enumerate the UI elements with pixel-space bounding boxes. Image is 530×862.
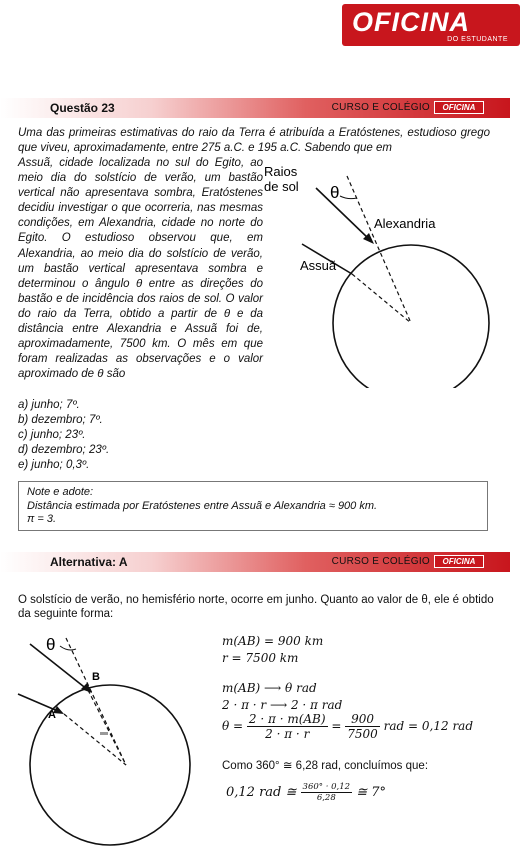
note-line-1: Distância estimada por Eratóstenes entre Assuã e Alexandria ≈ 900 km. [27, 499, 378, 512]
rays-label-line1: Raios [264, 164, 298, 179]
answer-course-label: CURSO E COLÉGIO [331, 556, 430, 567]
theta-fraction-2-num: 900 [345, 712, 380, 727]
answer-intro: O solstício de verão, no hemisfério norte, ocorre em junho. Quanto ao valor de θ, ele é obtido da seguinte forma: [18, 594, 494, 620]
final-fraction [301, 782, 353, 803]
assua-label: Assuã [300, 258, 337, 273]
question-header-bar [0, 98, 510, 118]
math-conversion-text: Como 360° ≅ 6,28 rad, concluímos que: [222, 760, 429, 772]
option-d[interactable]: d) dezembro; 23º. [18, 444, 110, 456]
note-line-2: π = 3. [27, 513, 57, 525]
rays-label-line2: de sol [264, 179, 299, 194]
final-left: 0,12 rad ≅ [226, 785, 297, 800]
theta-fraction-2-den: 7500 [347, 727, 378, 741]
math-final-result [226, 782, 386, 803]
option-b[interactable]: b) dezembro; 7º. [18, 414, 103, 426]
bar-logo: OFICINA [434, 101, 484, 114]
eratosthenes-figure [262, 158, 512, 388]
note-title: Note e adote: [27, 486, 94, 498]
math-radius: r = 7500 km [222, 651, 299, 665]
answer-title: Alternativa: A [50, 555, 128, 569]
alexandria-label: Alexandria [374, 216, 436, 231]
solution-theta-label: θ [46, 635, 56, 654]
math-theta-equation [222, 712, 473, 741]
solution-marker [100, 732, 108, 735]
theta-fraction-2 [345, 712, 380, 741]
theta-label: θ [330, 183, 340, 202]
theta-fraction-1-den: 2 · π · r [265, 727, 310, 741]
math-arc-length: m(AB) = 900 km [222, 634, 324, 648]
answer-header-bar [0, 552, 510, 572]
option-c[interactable]: c) junho; 23º. [18, 429, 86, 441]
note-box [18, 481, 488, 531]
point-b-label: B [92, 671, 100, 683]
solution-theta-arc [60, 646, 76, 650]
math-proportion-2: 2 · π · r ⟶ 2 · π rad [222, 698, 343, 712]
logo-subtitle: DO ESTUDANTE [447, 36, 508, 43]
earth-circle [333, 245, 489, 388]
question-text-intro: Uma das primeiras estimativas do raio da Terra é atribuída a Eratóstenes, estudioso grego que viveu, aproximadamente, entre 275 a.C. e 195 a.C. Sabendo que em [18, 127, 490, 154]
theta-eq-left: θ = [222, 719, 244, 733]
option-a[interactable]: a) junho; 7º. [18, 399, 80, 411]
option-e[interactable]: e) junho; 0,3º. [18, 459, 90, 471]
final-tail: ≅ 7° [356, 785, 386, 800]
course-label: CURSO E COLÉGIO [331, 102, 430, 113]
solution-center-radius [64, 714, 126, 765]
final-fraction-den: 6,28 [316, 793, 336, 803]
ray-extension [352, 274, 411, 323]
question-text-body: Assuã, cidade localizada no sul do Egito, ao meio dia do solstício de verão, um bastão vertical não apresentava sombra, Eratóstenes decidiu investigar o que ocorreria, nas mesmas condições, em Alexandria, cidade no norte do Egito. O estudioso observou que, em Alexandria, ao meio dia do solstício de verão, um bastão vertical apresentava sombra e determinou o ângulo θ entre as direções do bastão e de incidência dos raios de sol. O valor do raio da Terra, obtido a partir de θ e da distância entre Alexandria e Assuã foi de, aproximadamente, 7500 km. O mês em que foram realizadas as observações e o valor aproximado de θ são [18, 157, 263, 381]
sun-ray-alexandria [316, 188, 370, 240]
answer-bar-logo: OFICINA [434, 555, 484, 568]
final-fraction-num: 360° · 0,12 [302, 782, 351, 792]
answer-options [18, 398, 109, 473]
theta-fraction-1-num: 2 · π · m(AB) [248, 712, 326, 726]
oficina-logo [342, 4, 520, 46]
math-proportion-1: m(AB) ⟶ θ rad [222, 681, 317, 695]
theta-arc [340, 196, 357, 199]
question-title: Questão 23 [50, 101, 115, 115]
theta-eq-equals: = [331, 719, 342, 733]
solution-figure [8, 632, 208, 852]
point-a-label: A [48, 709, 56, 721]
theta-fraction-1 [247, 712, 328, 741]
solution-ray-extension [88, 690, 126, 765]
logo-title: OFICINA [352, 7, 470, 37]
theta-eq-tail: rad = 0,12 rad [383, 719, 474, 733]
